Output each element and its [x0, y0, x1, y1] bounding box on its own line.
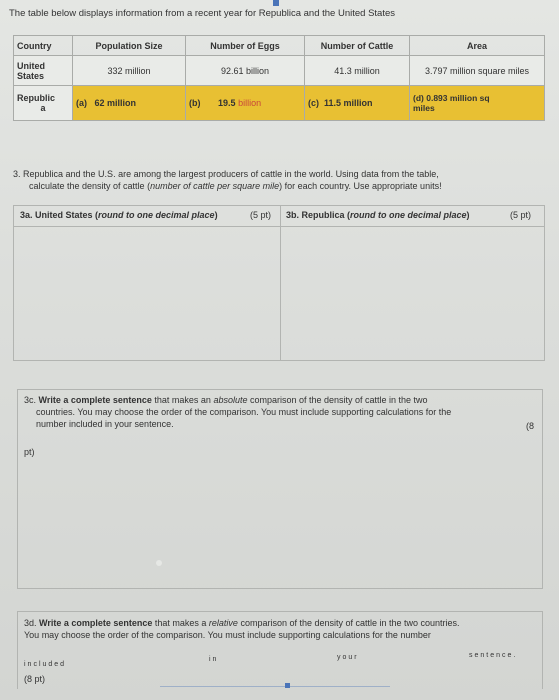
cell-republica-area: (d) 0.893 million sq miles: [410, 86, 545, 121]
header-country: Country: [14, 36, 73, 56]
table-row-us: [14, 56, 545, 86]
header-cattle: Number of Cattle: [305, 36, 410, 56]
answer-box-3d[interactable]: 3d. Write a complete sentence that makes a relative comparison of the density of cattle in the two countries. You may choose the order of the comparison. You must include supporting calculations for the number included in your sentence. (8 pt): [17, 611, 543, 689]
cell-us-area: 3.797 million square miles: [410, 56, 545, 86]
cell-us-eggs: 92.61 billion: [186, 56, 305, 86]
selection-handle-top: [273, 0, 279, 6]
header-area: Area: [410, 36, 545, 56]
question-3c-prompt: 3c. Write a complete sentence that makes an absolute comparison of the density of cattle in the two countries. You may choose the order of the comparison. You must include supporting calculations for the number included in your sentence.: [24, 395, 452, 429]
worksheet-intro: The table below displays information from a recent year for Republica and the United States: [9, 8, 396, 19]
selection-handle-bottom: [285, 683, 290, 688]
cell-us-country: United States: [14, 56, 73, 86]
cell-us-cattle: 41.3 million: [305, 56, 410, 86]
answer-box-3c[interactable]: [17, 389, 543, 589]
cell-republica-cattle: (c) 11.5 million: [305, 86, 410, 121]
table-header-row: [14, 36, 545, 56]
answer-grid-3ab: [13, 205, 545, 361]
question-3-prompt: 3. Republica and the U.S. are among the largest producers of cattle in the world. Using data from the table, calculate the density of cattle (number of cattle per square mile) for each country. Use appropriate units!: [13, 169, 442, 191]
cell-us-population: 332 million: [73, 56, 186, 86]
question-3c-points-a: (8: [526, 421, 535, 431]
question-3a-points: (5 pt): [250, 210, 272, 220]
question-3d-points: (8 pt): [24, 674, 46, 684]
question-3a-heading: 3a. United States (round to one decimal place): [20, 210, 218, 220]
data-table: [13, 35, 545, 121]
table-row-republica: [14, 86, 545, 121]
cell-republica-population: (a) 62 million: [73, 86, 186, 121]
header-population: Population Size: [73, 36, 186, 56]
question-3b-heading: 3b. Republica (round to one decimal place): [286, 210, 470, 220]
header-eggs: Number of Eggs: [186, 36, 305, 56]
question-3d-prompt: 3d. Write a complete sentence that makes a relative comparison of the density of cattle in the two countries. You may choose the order of the comparison. You must include supporting calculations for the number: [24, 618, 460, 640]
cell-republica-eggs: (b) 19.5 billion: [186, 86, 305, 121]
cell-republica-country: Republic a: [14, 86, 73, 121]
question-3b-points: (5 pt): [510, 210, 532, 220]
question-3c-points-b: pt): [24, 447, 35, 457]
